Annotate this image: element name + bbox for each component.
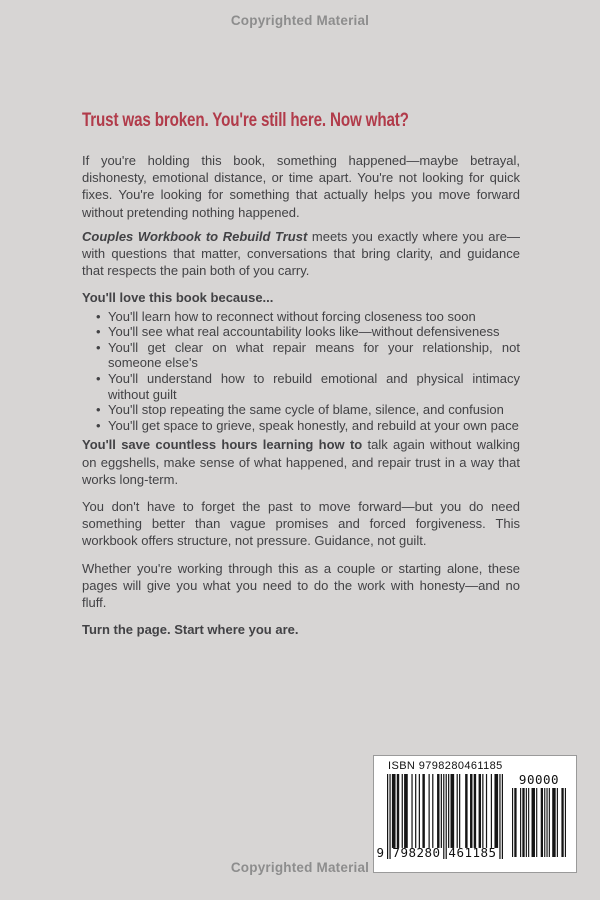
back-cover-text-block <box>82 104 520 638</box>
headline-text: Trust was broken. You're still here. Now what? <box>82 110 409 131</box>
ean5-supplement-barcode <box>512 788 566 857</box>
whether-paragraph: Whether you're working through this as a couple or starting alone, these pages will give you what you need to do the work with honesty—and no fluff. <box>82 560 520 610</box>
benefits-list <box>82 309 520 434</box>
benefit-item: • You'll stop repeating the same cycle of blame, silence, and confusion <box>96 402 520 418</box>
ean13-digit-group2: 461185 <box>448 845 497 860</box>
headline <box>82 104 520 130</box>
benefit-item: • You'll learn how to reconnect without forcing closeness too soon <box>96 309 520 325</box>
benefit-item: • You'll get space to grieve, speak honestly, and rebuild at your own pace <box>96 418 520 434</box>
isbn-label: ISBN 9798280461185 <box>388 760 503 772</box>
save-hours-paragraph <box>82 436 520 488</box>
save-hours-rest: talk again without walking on eggshells, make sense of what happened, and repair trust in a way that works long-term. <box>82 437 521 487</box>
benefit-item: • You'll get clear on what repair means for your relationship, not someone else's <box>96 340 520 371</box>
book-title-paragraph <box>82 228 520 280</box>
book-title-paragraph-rest: meets you exactly where you are—with questions that matter, conversations that bring clarity, and guidance that respects the pain both of you carry. <box>82 228 521 279</box>
call-to-action: Turn the page. Start where you are. <box>82 622 299 638</box>
ean13-digit-group1: 798280 <box>392 845 441 860</box>
ean13-digit-left: 9 <box>376 845 385 860</box>
save-hours-lead: You'll save countless hours learning how to <box>82 437 363 453</box>
book-title-emphasis: Couples Workbook to Rebuild Trust <box>82 228 308 244</box>
benefit-item: • You'll see what real accountability looks like—without defensiveness <box>96 324 520 340</box>
forget-past-paragraph: You don't have to forget the past to move forward—but you do need something better than vague promises and forced forgiveness. This workbook offers structure, not pressure. Guidance, not guilt. <box>82 498 520 549</box>
benefit-item: • You'll understand how to rebuild emotional and physical intimacy without guilt <box>96 371 520 402</box>
benefits-title: You'll love this book because... <box>82 290 274 306</box>
isbn-barcode-box <box>373 755 577 873</box>
intro-paragraph: If you're holding this book, something happened—maybe betrayal, dishonesty, emotional distance, or time apart. You're not looking for quick fixes. You're looking for something that actually helps you move forward without pretending nothing happened. <box>82 153 520 220</box>
copyright-banner-bottom: Copyrighted Material <box>230 860 370 875</box>
price-supplement-code: 90000 <box>518 772 560 787</box>
copyright-banner-top: Copyrighted Material <box>230 13 370 28</box>
